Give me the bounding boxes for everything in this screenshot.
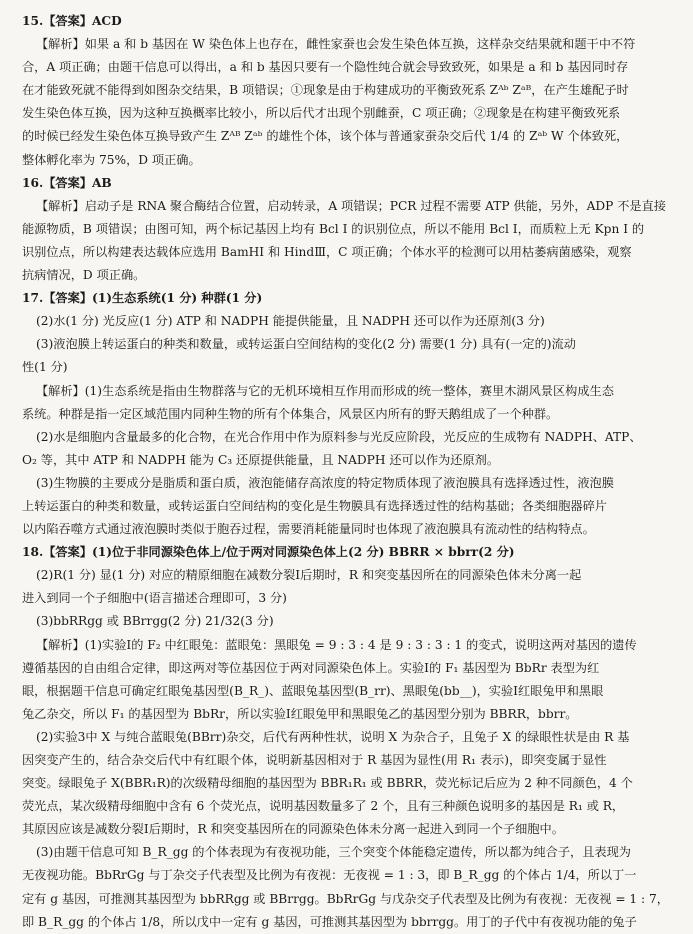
text-line: (2)实验3中 X 与纯合蓝眼兔(BBrr)杂交，后代有两种性状，说明 X 为杂合子，且兔子 X 的绿眼性状是由 R 基 [36,729,630,744]
text-line: 【解析】如果 a 和 b 基因在 W 染色体上也存在，雌性家蚕也会发生染色体互换，这样杂交结果就和题干中不符 [36,37,636,52]
text-line: 系统。种群是指一定区域范围内同种生物的所有个体集合，风景区内所有的野天鹅组成了一个种群。 [22,406,559,421]
text-line: 18.【答案】(1)位于非同源染色体上/位于两对同源染色体上(2 分) BBRR × bbrr(2 分) [22,545,515,560]
text-line: 17.【答案】(1)生态系统(1 分) 种群(1 分) [22,291,263,306]
text-line: 能源物质，B 项错误；由图可知，两个标记基因上均有 Bcl Ⅰ 的识别位点，所以不能用 Bcl Ⅰ，而质粒上无 Kpn Ⅰ 的 [22,221,645,236]
text-line: 突变。绿眼兔子 X(BBR₁R)的次级精母细胞的基因型为 BBR₁R₁ 或 BBRR，荧光标记后应为 2 种不同颜色，4 个 [22,776,633,791]
text-line: 兔乙杂交，所以 F₁ 的基因型为 BbRr，所以实验Ⅰ红眼兔甲和黑眼兔乙的基因型分别为 BBRR，bbrr。 [22,706,578,721]
text-line: 上转运蛋白的种类和数量，或转运蛋白空间结构的变化是生物膜具有选择透过性的结构基础；各类细胞器碎片 [22,498,607,513]
text-line: 在才能致死就不能得到如图杂交结果，B 项错误；①现象是由于构建成功的平衡致死系 Zᴬᵇ Zᵃᴮ，在产生雄配子时 [22,83,629,98]
text-line: 合，A 项正确；由题干信息可以得出，a 和 b 基因只要有一个隐性纯合就会导致致死，如果是 a 和 b 基因同时存 [22,60,629,75]
text-line: 即 B_R_gg 的个体占 1/8，所以戊中一定有 g 基因，可推测其基因型为 bbrrgg。用丁的子代中有夜视功能的兔子 [22,914,637,929]
text-line: 16.【答案】AB [22,175,112,190]
text-line: (2)R(1 分) 显(1 分) 对应的精原细胞在减数分裂Ⅰ后期时，R 和突变基因所在的同源染色体未分离一起 [36,568,582,583]
text-line: 性(1 分) [22,360,68,375]
text-line: (2)水是细胞内含量最多的化合物，在光合作用中作为原料参与光反应阶段，光反应的生成物有 NADPH、ATP、 [36,429,642,444]
text-line: 定有 g 基因，可推测其基因型为 bbRRgg 或 BBrrgg。BbRrGg 与戊杂交子代表型及比例为有夜视：无夜视 = 1 : 7， [22,891,669,906]
text-line: 荧光点，某次级精母细胞中含有 6 个荧光点，说明基因数量多了 2 个，且有三种颜色说明多的基因是 R₁ 或 R， [22,799,625,814]
text-line: (2)水(1 分) 光反应(1 分) ATP 和 NADPH 能提供能量，且 NADPH 还可以作为还原剂(3 分) [36,314,545,329]
text-line: 以内陷吞噬方式通过液泡膜时类似于胞吞过程，需要消耗能量同时也体现了液泡膜具有流动性的结构特点。 [22,522,595,537]
text-line: 的时候已经发生染色体互换导致产生 Zᴬᴮ Zᵃᵇ 的雄性个体，该个体与普通家蚕杂交后代 1/4 的 Zᵃᵇ W 个体致死， [22,129,629,144]
text-line: 因突变产生的，结合杂交后代中有红眼个体，说明新基因相对于 R 基因为显性(用 R₁ 表示)，即突变属于显性 [22,753,607,767]
text-line: 抗病情况，D 项正确。 [22,268,146,283]
text-line: 进入到同一个子细胞中(语言描述合理即可，3 分) [22,591,287,606]
text-line: 其原因应该是减数分裂Ⅰ后期时，R 和突变基因所在的同源染色体未分离一起进入到同一个子细胞中。 [22,822,564,837]
text-line: 整体孵化率为 75%，D 项正确。 [22,152,201,167]
text-line: (3)bbRRgg 或 BBrrgg(2 分) 21/32(3 分) [36,614,274,629]
text-line: (3)液泡膜上转运蛋白的种类和数量，或转运蛋白空间结构的变化(2 分) 需要(1 分) 具有(一定的)流动 [36,337,576,352]
text-line: O₂ 等，其中 ATP 和 NADPH 能为 C₃ 还原提供能量，且 NADPH 还可以作为还原剂。 [22,452,500,467]
text-line: 【解析】启动子是 RNA 聚合酶结合位置，启动转录，A 项错误；PCR 过程不需要 ATP 供能，另外，ADP 不是直接 [36,198,666,213]
text-line: 15.【答案】ACD [22,14,122,28]
text-line: 【解析】(1)实验Ⅰ的 F₂ 中红眼兔：蓝眼兔：黑眼兔 = 9 : 3 : 4 是 9 : 3 : 3 : 1 的变式，说明这两对基因的遗传 [36,637,637,652]
text-line: 眼，根据题干信息可确定红眼兔基因型(B_R_)、蓝眼兔基因型(B_rr)、黑眼兔(bb__)，实验Ⅰ红眼兔甲和黑眼 [22,683,604,698]
text-line: (3)由题干信息可知 B_R_gg 的个体表现为有夜视功能，三个突变个体能稳定遗传，所以都为纯合子，且表现为 [36,845,631,860]
text-line: 发生染色体互换，因为这种互换概率比较小，所以后代才出现个别雌蚕，C 项正确；②现象是在构建平衡致死系 [22,106,621,121]
text-line: 【解析】(1)生态系统是指由生物群落与它的无机环境相互作用而形成的统一整体，赛里木湖风景区构成生态 [36,383,614,398]
text-line: 识别位点，所以构建表达载体应选用 BamHⅠ 和 HindⅢ，C 项正确；个体水平的检测可以用枯萎病菌感染，观察 [22,244,632,259]
text-line: 无夜视功能。BbRrGg 与丁杂交子代表型及比例为有夜视：无夜视 = 1 : 3，即 B_R_gg 的个体占 1/4，所以丁一 [22,868,637,883]
text-line: 遵循基因的自由组合定律，即这两对等位基因位于两对同源染色体上。实验Ⅰ的 F₁ 基因型为 BbRr 表型为红 [22,660,600,675]
text-line: (3)生物膜的主要成分是脂质和蛋白质，液泡能储存高浓度的特定物质体现了液泡膜具有选择透过性，液泡膜 [36,475,614,490]
